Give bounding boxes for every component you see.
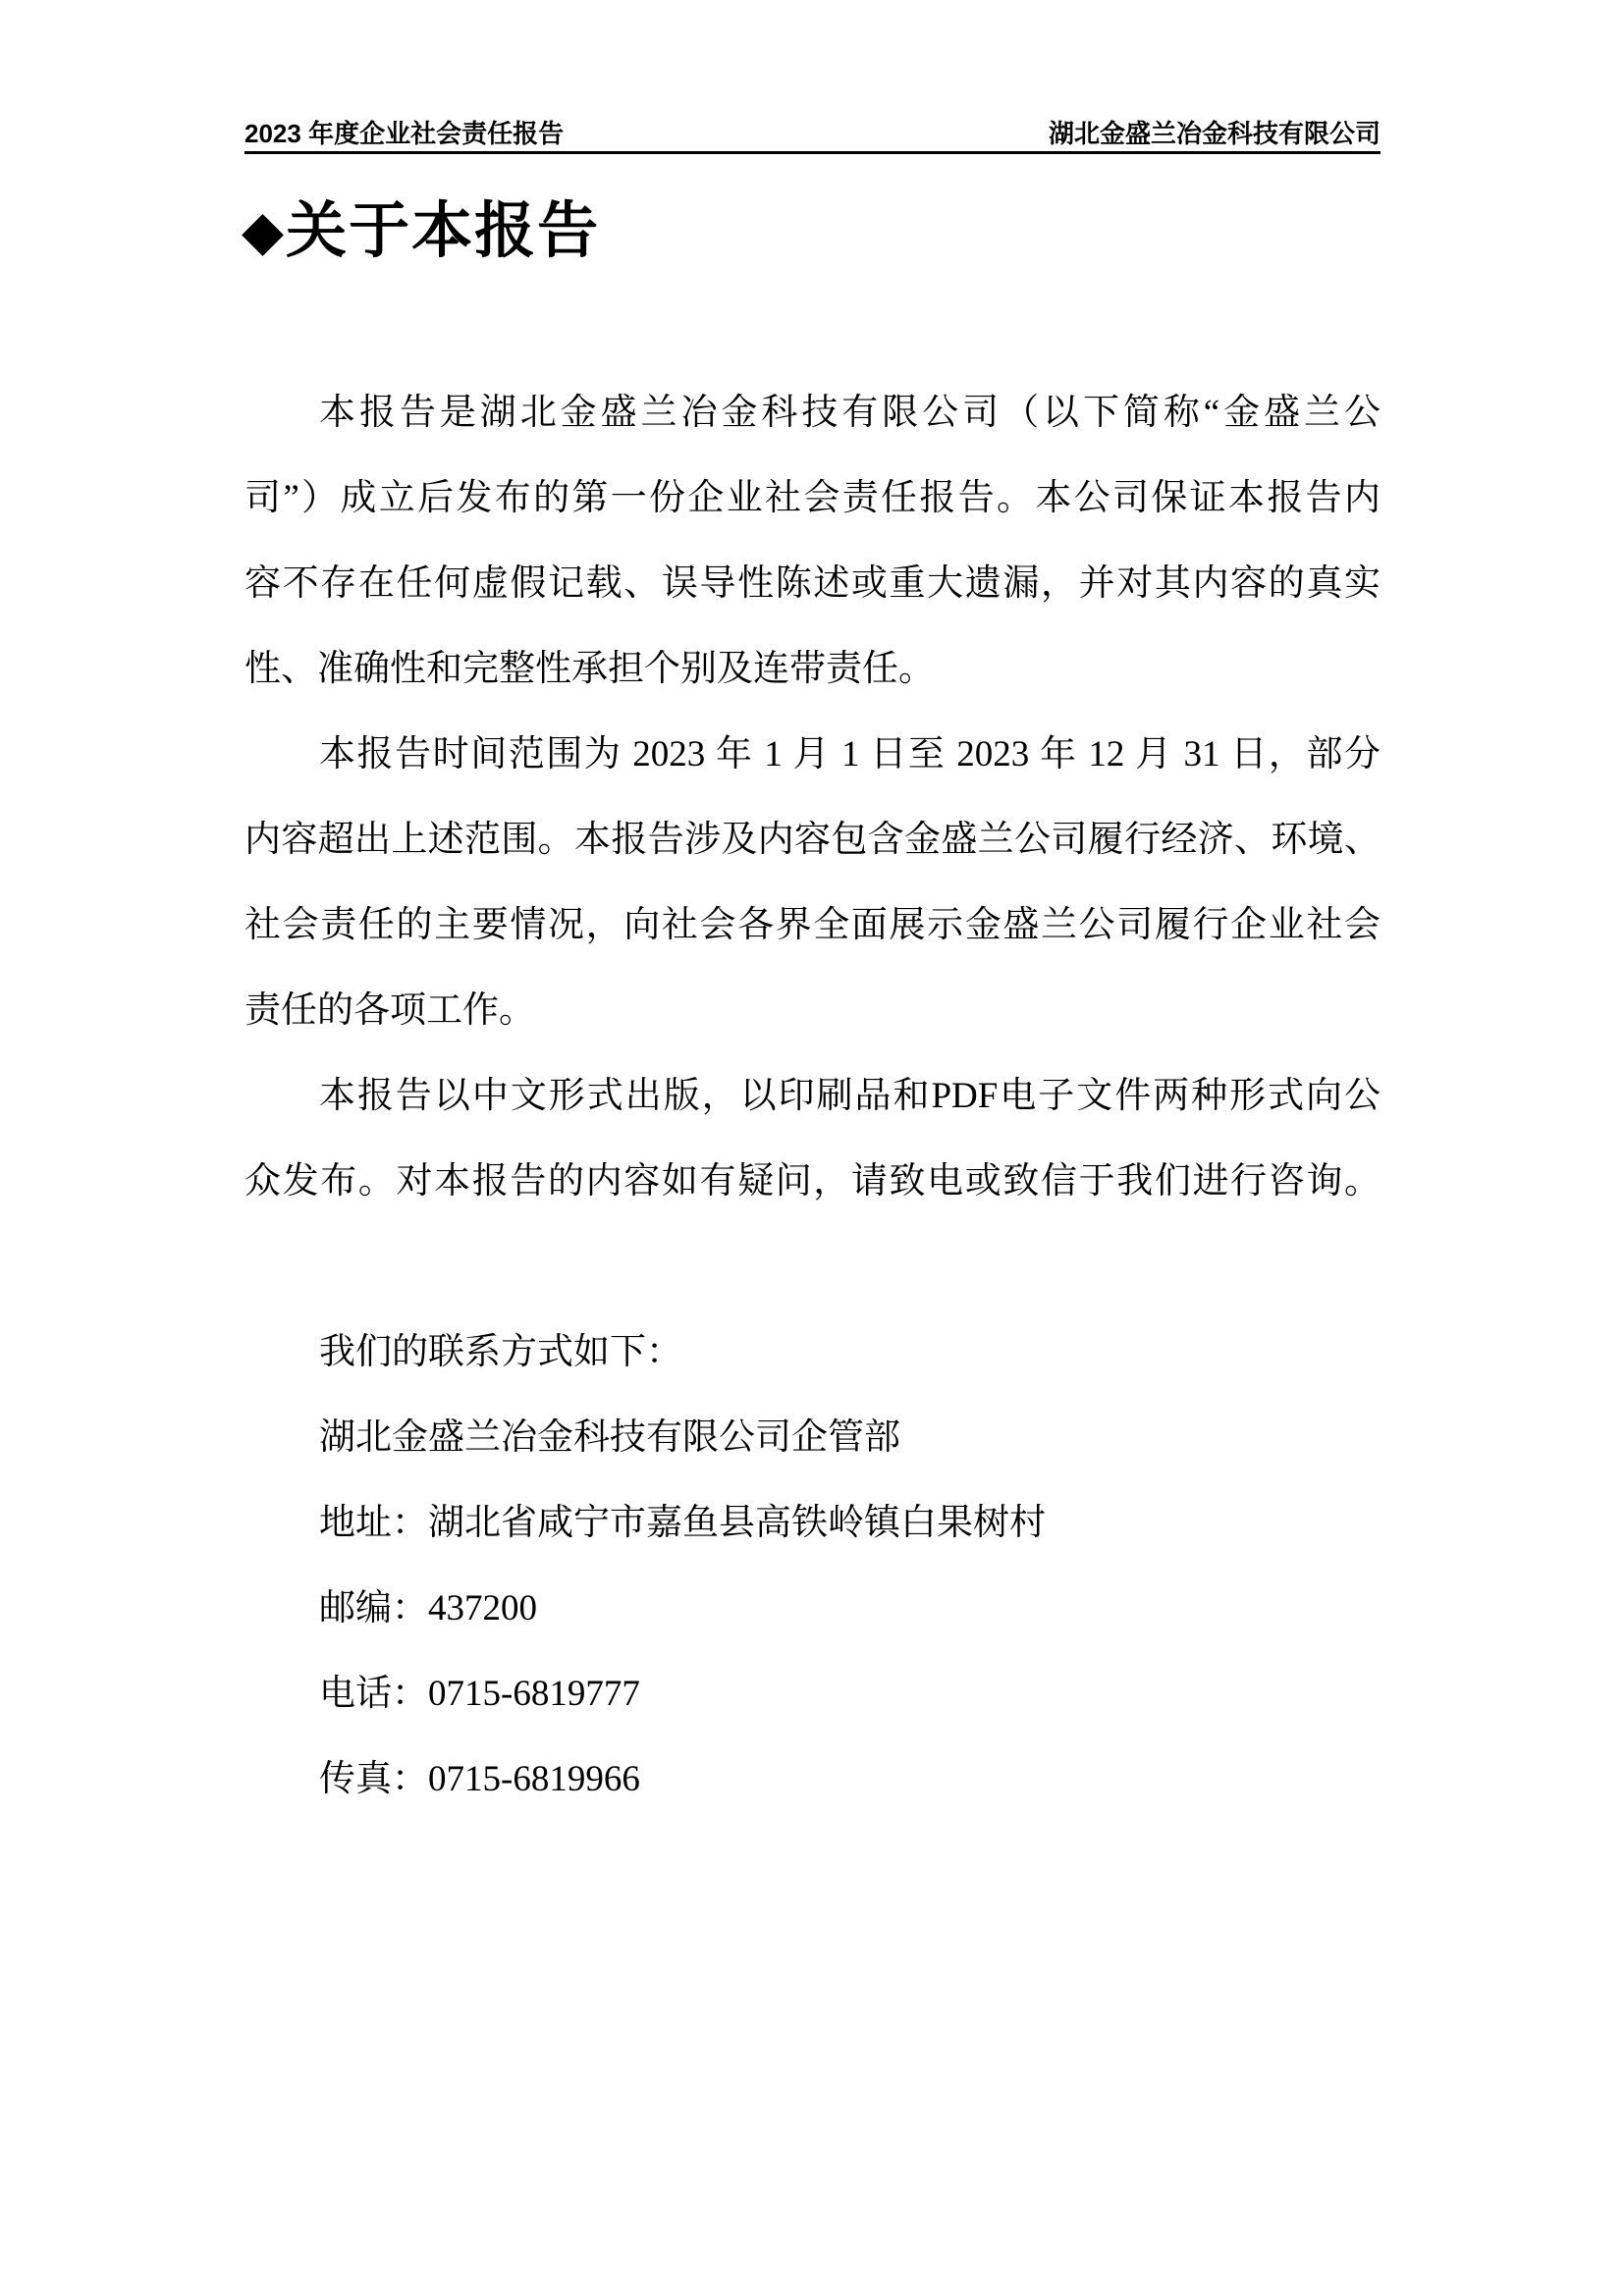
body-line: 性、准确性和完整性承担个别及连带责任。 (244, 649, 935, 689)
diamond-bullet-icon: ◆ (242, 201, 287, 262)
body-line: 本报告是湖北金盛兰冶金科技有限公司（以下简称“金盛兰公 (319, 393, 1380, 433)
contact-line: 湖北金盛兰冶金科技有限公司企管部 (319, 1417, 900, 1458)
contact-line: 我们的联系方式如下： (319, 1332, 682, 1372)
contact-line: 地址：湖北省咸宁市嘉鱼县高铁岭镇白果树村 (319, 1503, 1046, 1543)
blank-line (244, 1224, 1380, 1309)
section-title-text: 关于本报告 (286, 198, 601, 265)
body-text (244, 370, 1380, 1822)
header-company-name: 湖北金盛兰冶金科技有限公司 (1048, 119, 1380, 148)
contact-line: 传真：0715-6819966 (319, 1759, 640, 1799)
body-line: 容不存在任何虚假记载、误导性陈述或重大遗漏，并对其内容的真实 (244, 563, 1380, 604)
body-line: 本报告以中文形式出版，以印刷品和PDF电子文件两种形式向公 (319, 1076, 1380, 1116)
body-line: 责任的各项工作。 (244, 990, 535, 1031)
body-line: 社会责任的主要情况，向社会各界全面展示金盛兰公司履行企业社会 (244, 905, 1380, 945)
body-line: 司”）成立后发布的第一份企业社会责任报告。本公司保证本报告内 (244, 478, 1380, 518)
body-line: 本报告时间范围为 2023 年 1 月 1 日至 2023 年 12 月 31 日，部分 (319, 734, 1380, 774)
contact-line: 邮编：437200 (319, 1588, 537, 1629)
body-line: 众发布。对本报告的内容如有疑问，请致电或致信于我们进行咨询。 (244, 1161, 1380, 1201)
contact-line: 电话：0715-6819777 (319, 1674, 640, 1714)
header-report-title: 2023 年度企业社会责任报告 (244, 119, 565, 148)
body-line: 内容超出上述范围。本报告涉及内容包含金盛兰公司履行经济、环境、 (244, 820, 1380, 860)
page-header (244, 121, 1380, 154)
section-title (242, 198, 600, 265)
